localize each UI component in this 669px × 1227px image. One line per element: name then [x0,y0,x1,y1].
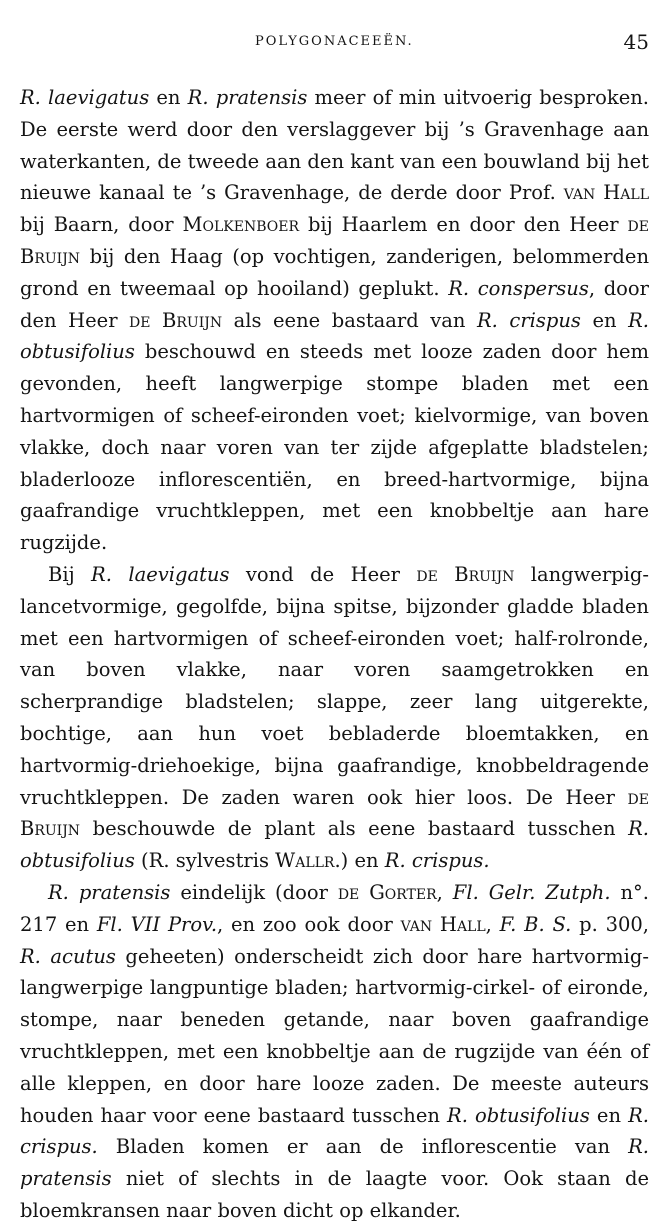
paragraph [20,82,649,559]
text-run: Bladen komen er aan de inflorescentie van [97,1135,629,1159]
author-name: de Bruijn [129,308,223,332]
italic-name: R. laevigatus [20,86,150,109]
italic-name: R. laevigatus [91,562,230,586]
text-run: bij Baarn, door [20,213,183,237]
text-run: en [580,308,629,332]
text-run: , [485,912,500,936]
author-name: de Bruijn [20,785,649,841]
text-run: ) en [340,849,385,873]
text-run: bij den Haag (op vochtigen, zanderigen, belommerden grond en tweemaal op hooiland) geplukt. [20,244,649,300]
text-run: beschouwd en steeds met looze zaden door hem gevonden, heeft langwerpige stompe bladen met een hartvormigen of scheef-eironden voet; kielvormige, van boven vlakke, doch naar voren van ter zijde afgeplatte bladstelen; bladerlooze inflorescentiën, en breed-hartvormige, bijna gaafrandige vruchtkleppen, met een knobbeltje aan hare rugzijde. [20,340,649,555]
italic-name: R. acutus [20,944,116,968]
text-run: , door den Heer [20,276,649,332]
italic-name: Fl. Gelr. Zutph. [452,880,611,904]
running-header: POLYGONACEEËN. [255,34,414,49]
italic-name: R. crispus. [384,849,490,873]
italic-name: R. obtusifolius [447,1103,590,1127]
paragraph [20,877,649,1227]
text-run: meer of min uitvoerig besproken. De eerste werd door den verslaggever bij ’s Gravenhage aan waterkanten, de tweede aan den kant van een bouwland bij het nieuwe kanaal te ’s Gravenhage, de derde door Prof. [20,86,649,205]
author-name: de Bruijn [416,562,515,586]
paragraph [20,559,649,877]
text-run: geheeten) onderscheidt zich door hare hartvormig-langwerpige langpuntige bladen; hartvormig-cirkel- of eironde, stompe, naar beneden getande, naar boven gaafrandige vruchtkleppen, met een knobbeltje aan de rugzijde van één of alle kleppen, en door hare looze zaden. De meeste auteurs houden haar voor eene bastaard tusschen [20,944,649,1127]
author-name: Molkenboer [182,213,299,237]
body-text [20,82,649,1227]
author-name: de Gorter [337,880,437,904]
italic-name: R. obtusifolius [20,308,649,364]
text-run: niet of slechts in de laagte voor. Ook staan de bloemkransen naar boven dicht op elkander. [20,1167,649,1222]
italic-name: R. conspersus [448,276,589,300]
author-name: Wallr. [275,849,341,873]
text-run: vond de Heer [229,562,417,586]
text-run: langwerpig-lancetvormige, gegolfde, bijna spitse, bijzonder gladde bladen met een hartvormigen of scheef-eironden voet; half-rolronde, van boven vlakke, naar voren saamgetrokken en scherprandige bladstelen; slappe, zeer lang uitgerekte, bochtige, aan hun voet bebladerde bloemtakken, en hartvormig-driehoekige, bijna gaafrandige, knobbeldragende vruchtkleppen. De zaden waren ook hier loos. De Heer [20,562,649,809]
text-run: p. 300, [571,912,650,936]
italic-name: R. pratensis [187,86,308,109]
page-number: 45 [623,30,649,54]
text-run: eindelijk (door [170,880,338,904]
text-run: en [589,1103,629,1127]
italic-name: R. pratensis [20,1135,649,1191]
text-run: als eene bastaard van [222,308,477,332]
author-name: de Bruijn [20,213,649,268]
text-run: n°. 217 en [20,880,649,936]
author-name: van Hall [400,912,486,936]
italic-name: R. obtusifolius [20,817,649,873]
italic-name: R. pratensis [48,880,171,904]
text-run: , en zoo ook door [217,912,401,936]
text-run: bij Haarlem en door den Heer [299,213,628,237]
text-run: beschouwde de plant als eene bastaard tusschen [80,817,629,841]
text-run: Bij [48,562,92,586]
text-run: en [149,86,188,109]
text-run: (R. sylvestris [134,849,276,873]
text-run: , [436,880,453,904]
italic-name: R. crispus. [20,1103,650,1159]
italic-name: Fl. VII Prov. [96,912,218,936]
italic-name: R. crispus [477,308,581,332]
italic-name: F. B. S. [499,912,572,936]
author-name: van Hall [563,181,649,205]
